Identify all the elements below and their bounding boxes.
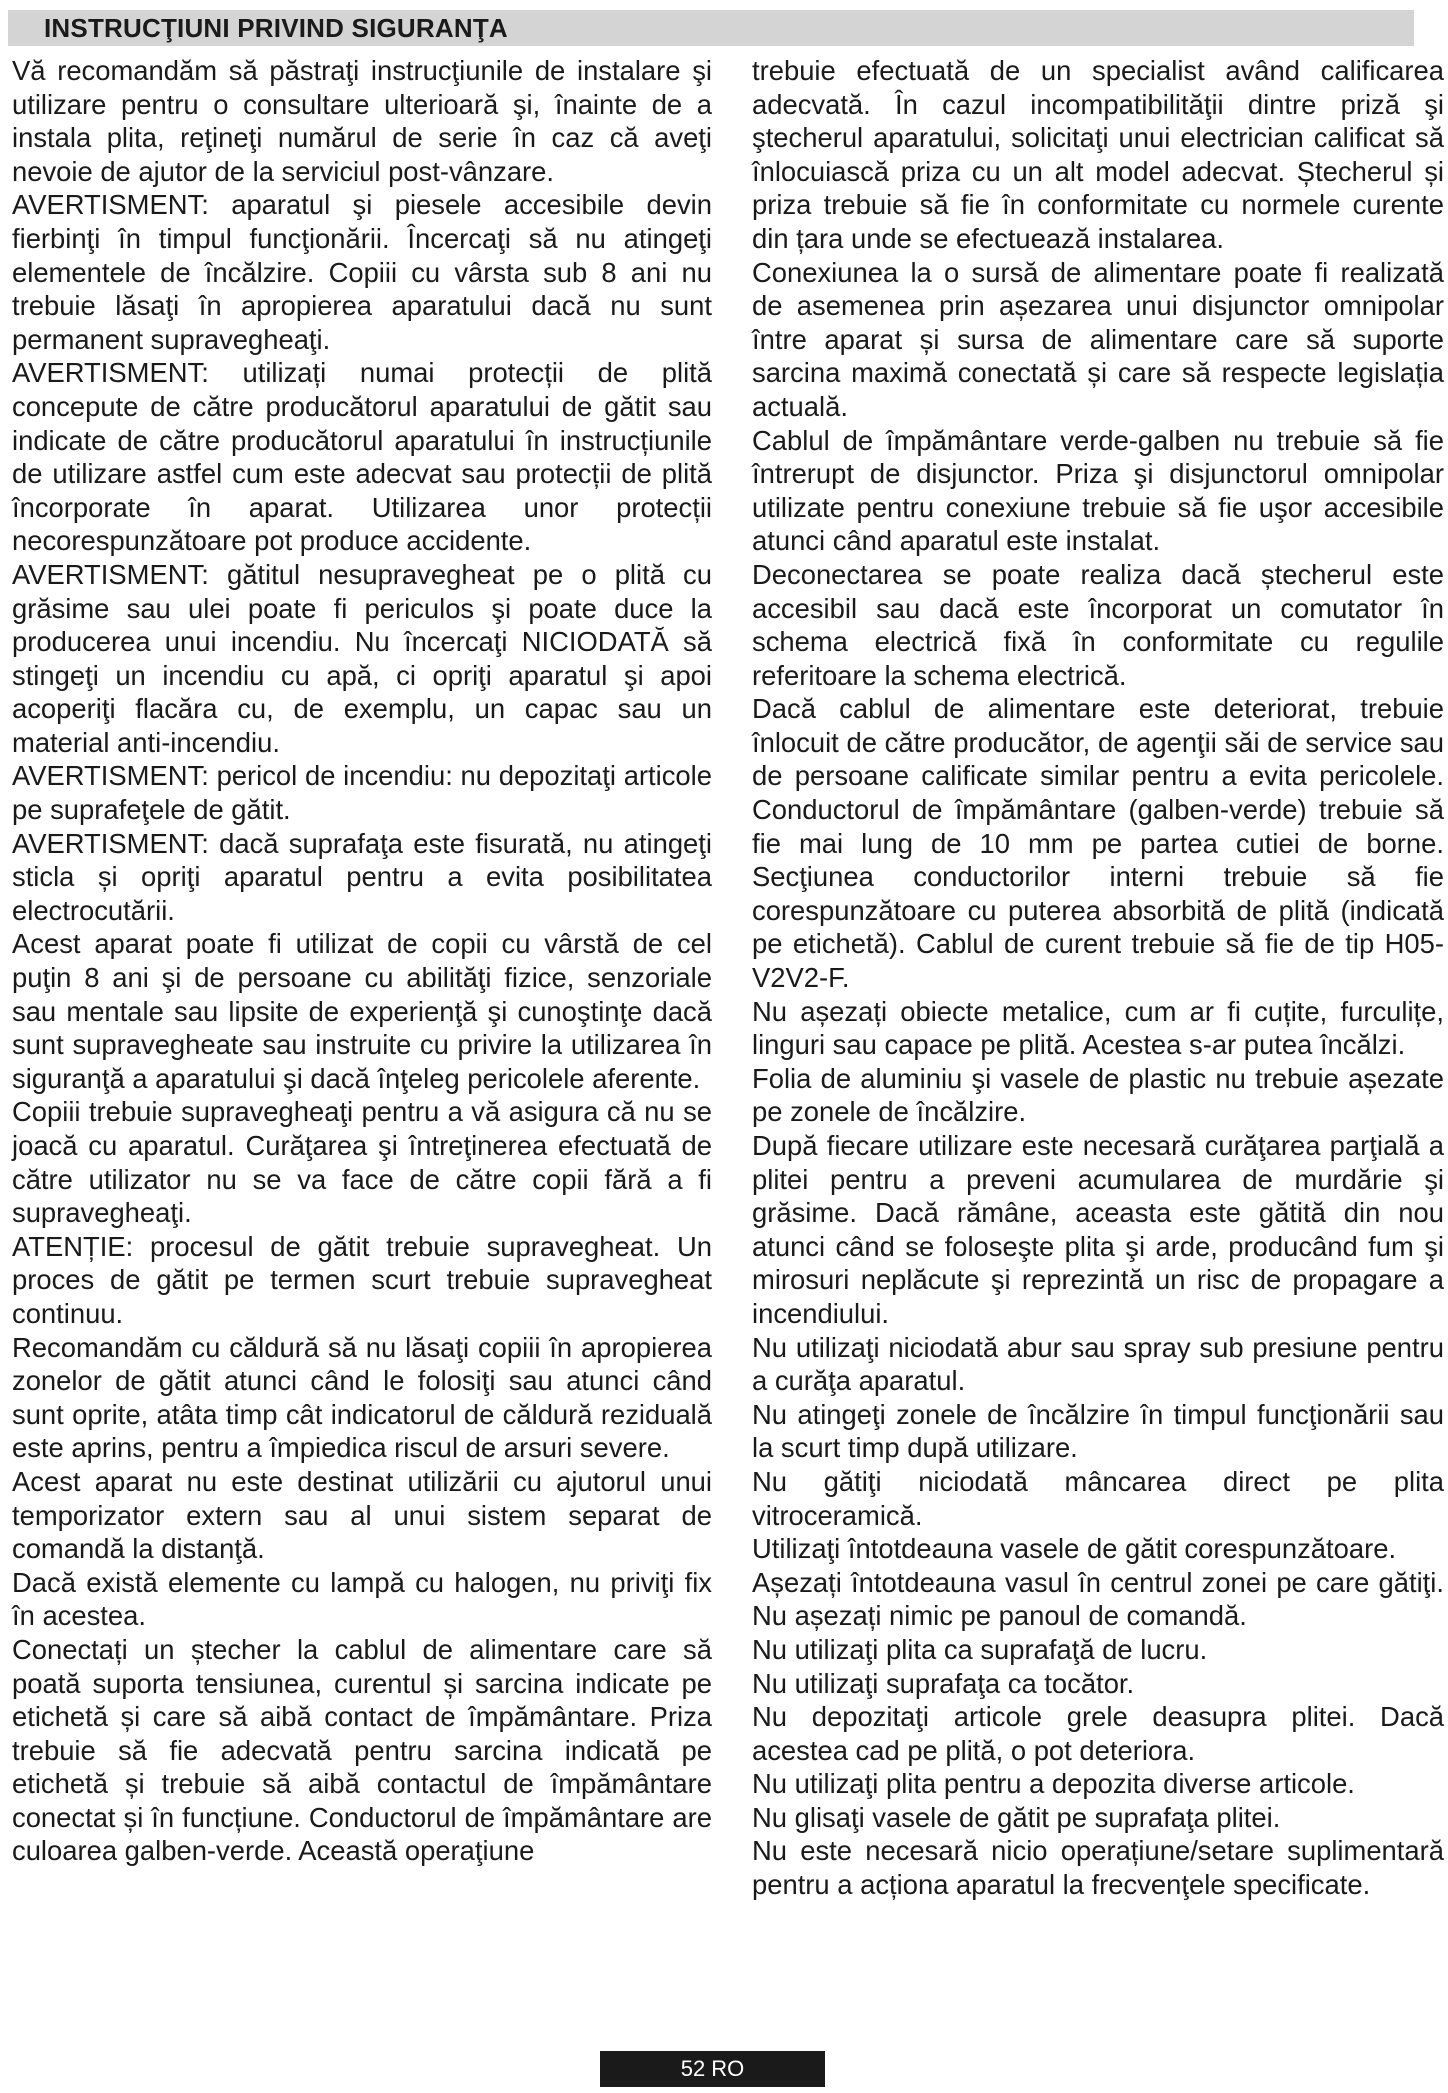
paragraph: Conexiunea la o sursă de alimentare poate fi realizată de asemenea prin așezarea unui disjunctor omnipolar între aparat și sursa de alimentare care să suporte sarcina maximă conectată și care să respecte legislația actuală. — [752, 256, 1444, 422]
paragraph: Cablul de împământare verde-galben nu trebuie să fie întrerupt de disjunctor. Priza şi disjunctorul omnipolar utilizate pentru conexiune trebuie să fie uşor accesibile atunci când aparatul este instalat. — [752, 424, 1444, 557]
paragraph: Utilizaţi întotdeauna vasele de gătit corespunzătoare. — [752, 1533, 1397, 1565]
paragraph: Deconectarea se poate realiza dacă ștecherul este accesibil sau dacă este încorporat un comutator în schema electrică fixă în conformitate cu regulile referitoare la schema electrică. — [752, 558, 1444, 691]
paragraph: AVERTISMENT: gătitul nesupravegheat pe o plită cu grăsime sau ulei poate fi periculos şi poate duce la producerea unui incendiu. Nu încercaţi NICIODATĂ să stingeţi un incendiu cu apă, ci opriţi aparatul şi apoi acoperiţi flacăra cu, de exemplu, un capac sau un material anti-incendiu. — [12, 558, 712, 758]
paragraph: Acest aparat poate fi utilizat de copii cu vârstă de cel puţin 8 ani şi de persoane cu abilităţi fizice, senzoriale sau mentale sau lipsite de experienţă şi cunoştinţe dacă sunt supravegheate sau instruite cu privire la utilizarea în siguranţă a aparatului şi dacă înţeleg pericolele aferente. — [12, 928, 712, 1094]
paragraph: Copiii trebuie supravegheaţi pentru a vă asigura că nu se joacă cu aparatul. Curăţarea şi întreţinerea efectuată de către utilizator nu se va face de către copii fără a fi supravegheaţi. — [12, 1096, 712, 1229]
right-column — [752, 54, 1444, 1902]
paragraph: Nu depozitaţi articole grele deasupra plitei. Dacă acestea cad pe plită, o pot deteriora. — [752, 1701, 1444, 1766]
paragraph: Nu așezați obiecte metalice, cum ar fi cuțite, furculițe, linguri sau capace pe plită. Acestea s-ar putea încălzi. — [752, 995, 1444, 1061]
section-header — [8, 10, 1414, 46]
section-title: INSTRUCŢIUNI PRIVIND SIGURANŢA — [44, 13, 508, 43]
left-column — [12, 54, 712, 1868]
page-number: 52 RO — [600, 2051, 825, 2087]
paragraph: Așezați întotdeauna vasul în centrul zonei pe care gătiţi. Nu așezați nimic pe panoul de comandă. — [752, 1566, 1444, 1632]
paragraph: Conectați un ștecher la cablul de alimentare care să poată suporta tensiunea, curentul și sarcina indicate pe etichetă și care să aibă contact de împământare. Priza trebuie să fie adecvată pentru sarcina indicată pe etichetă și trebuie să aibă contactul de împământare conectat și în funcțiune. Conductorul de împământare are culoarea galben-verde. Această operaţiune — [12, 1633, 712, 1867]
paragraph: AVERTISMENT: dacă suprafaţa este fisurată, nu atingeţi sticla și opriţi aparatul pentru a evita posibilitatea electrocutării. — [12, 827, 712, 926]
paragraph: Nu este necesară nicio operațiune/setare suplimentară pentru a acționa aparatul la frecvenţele specificate. — [752, 1835, 1444, 1901]
paragraph: Nu utilizaţi suprafaţa ca tocător. — [752, 1667, 1135, 1699]
paragraph: AVERTISMENT: pericol de incendiu: nu depozitaţi articole pe suprafeţele de gătit. — [12, 760, 712, 826]
paragraph: AVERTISMENT: utilizați numai protecții de plită concepute de către producătorul aparatului de gătit sau indicate de către producătorul aparatului în instrucțiunile de utilizare astfel cum este adecvat sau protecții de plită încorporate în aparat. Utilizarea unor protecții necorespunzătoare pot produce accidente. — [12, 357, 712, 557]
paragraph: Dacă cablul de alimentare este deteriorat, trebuie înlocuit de către producător, de agenţii săi de service sau de persoane calificate similar pentru a evita pericolele. Conductorul de împământare (galben-verde) trebuie să fie mai lung de 10 mm pe partea cutiei de borne. Secţiunea conductorilor interni trebuie să fie corespunzătoare cu puterea absorbită de plită (indicată pe etichetă). Cablul de curent trebuie să fie de tip H05-V2V2-F. — [752, 693, 1444, 994]
paragraph: Recomandăm cu căldură să nu lăsaţi copiii în apropierea zonelor de gătit atunci când le folosiţi sau atunci când sunt oprite, atâta timp cât indicatorul de căldură reziduală este aprins, pentru a împiedica riscul de arsuri severe. — [12, 1331, 712, 1464]
paragraph: Folia de aluminiu şi vasele de plastic nu trebuie așezate pe zonele de încălzire. — [752, 1062, 1444, 1128]
paragraph: AVERTISMENT: aparatul şi piesele accesibile devin fierbinţi în timpul funcţionării. Încercaţi să nu atingeţi elementele de încălzire. Copiii cu vârsta sub 8 ani nu trebuie lăsaţi în apropierea aparatului dacă nu sunt permanent supravegheaţi. — [12, 189, 712, 355]
paragraph: trebuie efectuată de un specialist având calificarea adecvată. În cazul incompatibilităţii dintre priză şi ştecherul aparatului, solicitaţi unui electrician calificat să înlocuiască priza cu un alt model adecvat. Ștecherul și priza trebuie să fie în conformitate cu normele curente din țara unde se efectuează instalarea. — [752, 55, 1444, 254]
paragraph: Nu utilizaţi plita pentru a depozita diverse articole. — [752, 1768, 1355, 1800]
paragraph: Acest aparat nu este destinat utilizării cu ajutorul unui temporizator extern sau al unui sistem separat de comandă la distanţă. — [12, 1465, 712, 1565]
paragraph: Vă recomandăm să păstraţi instrucţiunile de instalare şi utilizare pentru o consultare ulterioară şi, înainte de a instala plita, reţineţi numărul de serie în caz că aveţi nevoie de ajutor de la serviciul post-vânzare. — [12, 55, 712, 187]
paragraph: Nu atingeţi zonele de încălzire în timpul funcţionării sau la scurt timp după utilizare. — [752, 1398, 1444, 1464]
paragraph: Nu utilizaţi niciodată abur sau spray sub presiune pentru a curăţa aparatul. — [752, 1331, 1444, 1397]
paragraph: Nu glisaţi vasele de gătit pe suprafaţa plitei. — [752, 1801, 1281, 1833]
paragraph: ATENȚIE: procesul de gătit trebuie supravegheat. Un proces de gătit pe termen scurt trebuie supravegheat continuu. — [12, 1230, 712, 1329]
paragraph: Dacă există elemente cu lampă cu halogen, nu priviţi fix în acestea. — [12, 1566, 712, 1632]
paragraph: Nu gătiţi niciodată mâncarea direct pe plita vitroceramică. — [752, 1465, 1444, 1531]
paragraph: Nu utilizaţi plita ca suprafaţă de lucru. — [752, 1633, 1208, 1665]
paragraph: După fiecare utilizare este necesară curăţarea parţială a plitei pentru a preveni acumularea de murdărie şi grăsime. Dacă rămâne, aceasta este gătită din nou atunci când se foloseşte plita şi arde, producând fum şi mirosuri neplăcute şi reprezintă un risc de propagare a incendiului. — [752, 1130, 1444, 1329]
